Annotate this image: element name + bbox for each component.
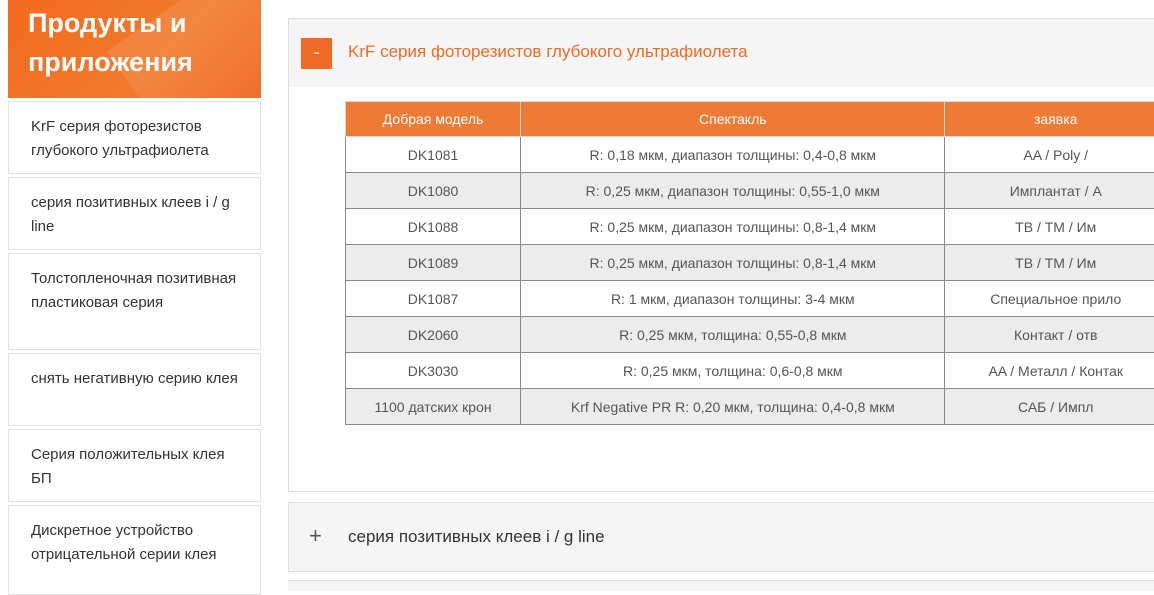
cell-performance: R: 1 мкм, диапазон толщины: 3-4 мкм [521, 281, 945, 317]
table-row [346, 281, 1154, 317]
accordion-panel-krf [288, 18, 1154, 492]
cell-performance: R: 0,25 мкм, толщина: 0,55-0,8 мкм [521, 317, 945, 353]
cell-model: 1100 датских крон [346, 389, 521, 425]
cell-performance: R: 0,25 мкм, толщина: 0,6-0,8 мкм [521, 353, 945, 389]
cell-application: Специальное прило [945, 281, 1154, 317]
cell-application: Контакт / отв [945, 317, 1154, 353]
cell-application: AA / Металл / Контак [945, 353, 1154, 389]
cell-model: DK1087 [346, 281, 521, 317]
cell-application: ТВ / ТМ / Им [945, 209, 1154, 245]
sidebar-item-label: Толстопленочная позитивная пластиковая серия [31, 270, 236, 311]
sidebar [8, 0, 261, 595]
cell-performance: R: 0,18 мкм, диапазон толщины: 0,4-0,8 мкм [521, 137, 945, 173]
sidebar-item-lift-off[interactable] [8, 353, 261, 426]
cell-application: ТВ / ТМ / Им [945, 245, 1154, 281]
cell-model: DK1080 [346, 173, 521, 209]
table-row [346, 209, 1154, 245]
table-row [346, 389, 1154, 425]
sidebar-item-krf[interactable] [8, 101, 261, 174]
cell-application: AA / Poly / [945, 137, 1154, 173]
cell-model: DK3030 [346, 353, 521, 389]
table-row [346, 137, 1154, 173]
table-row [346, 317, 1154, 353]
sidebar-item-bp[interactable] [8, 429, 261, 502]
accordion-panel-next[interactable] [288, 580, 1154, 591]
sidebar-item-label: KrF серия фоторезистов глубокого ультрафиолета [31, 118, 209, 159]
sidebar-item-label: Серия положительных клея БП [31, 446, 225, 487]
cell-model: DK1088 [346, 209, 521, 245]
cell-performance: Krf Negative PR R: 0,20 мкм, толщина: 0,4-0,8 мкм [521, 389, 945, 425]
accordion-header[interactable] [289, 19, 1154, 87]
collapse-button[interactable]: - [301, 38, 332, 69]
accordion-body [289, 87, 1154, 491]
column-header-model: Добрая модель [346, 102, 521, 137]
cell-application: САБ / Импл [945, 389, 1154, 425]
sidebar-item-discrete[interactable] [8, 505, 261, 595]
cell-model: DK2060 [346, 317, 521, 353]
sidebar-item-label: Дискретное устройство отрицательной серии клея [31, 522, 217, 563]
sidebar-item-ig-line[interactable] [8, 177, 261, 250]
cell-model: DK1081 [346, 137, 521, 173]
sidebar-item-label: снять негативную серию клея [31, 370, 238, 387]
table-header-row [346, 102, 1154, 137]
accordion-title[interactable]: KrF серия фоторезистов глубокого ультрафиолета [348, 42, 748, 62]
sidebar-item-thick-film[interactable] [8, 253, 261, 350]
cell-application: Имплантат / А [945, 173, 1154, 209]
sidebar-item-label: серия позитивных клеев i / g line [31, 194, 230, 235]
cell-performance: R: 0,25 мкм, диапазон толщины: 0,8-1,4 мкм [521, 209, 945, 245]
accordion-title-collapsed[interactable]: серия позитивных клеев i / g line [348, 527, 605, 547]
table-row [346, 245, 1154, 281]
accordion-panel-ig-line[interactable] [288, 502, 1154, 572]
sidebar-title: Продукты и приложения [28, 4, 251, 82]
sidebar-header [8, 0, 261, 98]
column-header-application: заявка [945, 102, 1154, 137]
product-table [345, 101, 1154, 425]
expand-icon[interactable]: + [309, 523, 322, 549]
cell-model: DK1089 [346, 245, 521, 281]
cell-performance: R: 0,25 мкм, диапазон толщины: 0,8-1,4 мкм [521, 245, 945, 281]
table-row [346, 173, 1154, 209]
table-row [346, 353, 1154, 389]
column-header-performance: Спектакль [521, 102, 945, 137]
cell-performance: R: 0,25 мкм, диапазон толщины: 0,55-1,0 мкм [521, 173, 945, 209]
